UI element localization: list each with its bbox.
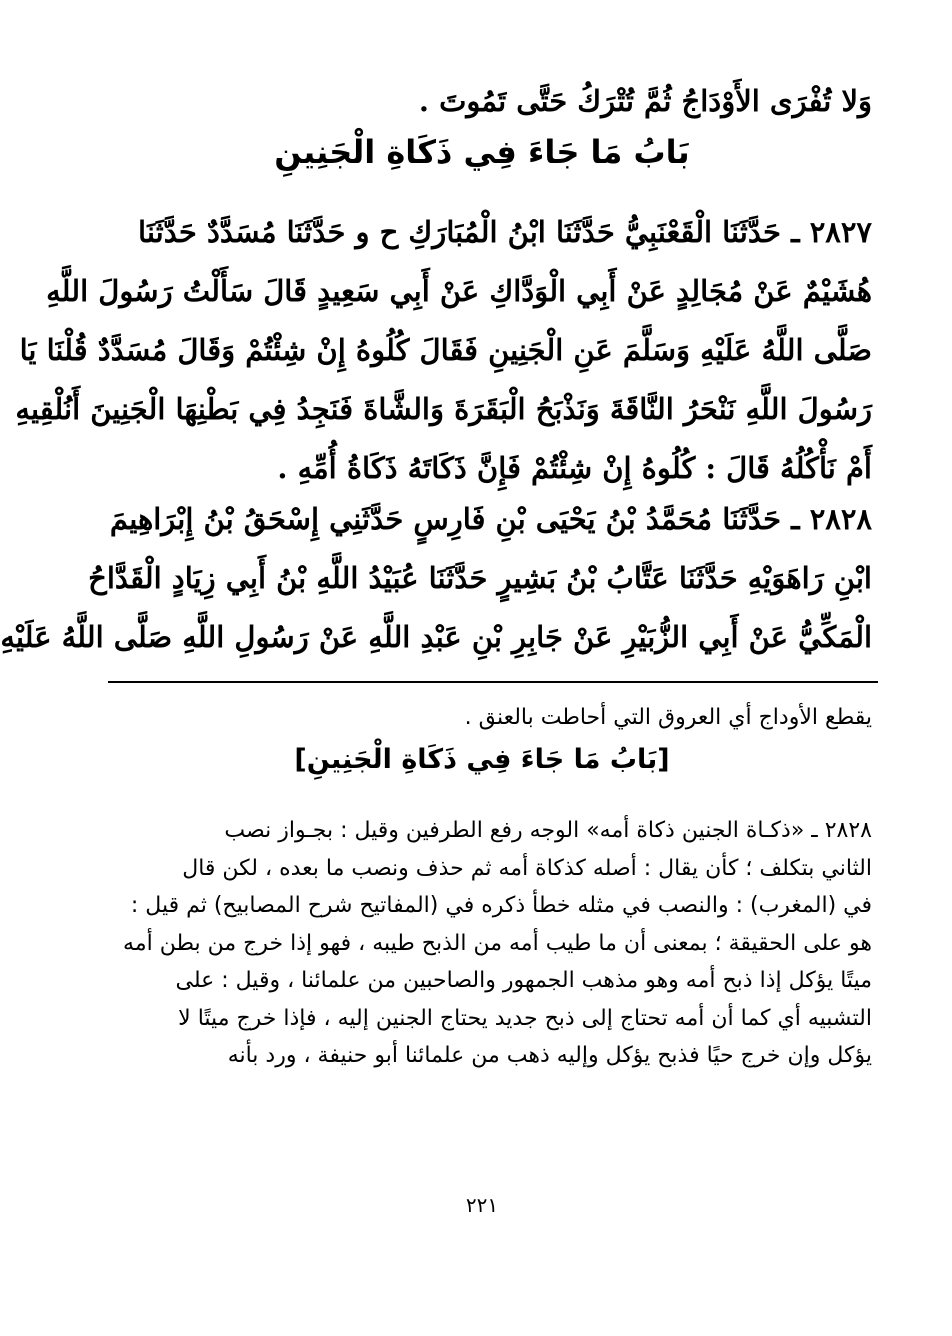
commentary-text — [92, 812, 872, 1075]
commentary-title: [بَابُ مَا جَاءَ فِي ذَكَاةِ الْجَنِينِ] — [294, 744, 670, 775]
commentary-line: في (المغرب) : والنصب في مثله خطأ ذكره في (المفاتيح شرح المصابيح) ثم قيل : — [130, 893, 872, 918]
hadith-line: أَمْ نَأْكُلُهُ قَالَ : كُلُوهُ إِنْ شِئْتُمْ فَإِنَّ ذَكَاتَهُ ذَكَاةُ أُمِّهِ . — [277, 451, 872, 485]
top-line: وَلا تُفْرَى الأَوْدَاجُ ثُمَّ تُتْرَكُ حَتَّى تَمُوتَ . — [418, 84, 872, 118]
footnote-divider — [108, 681, 878, 683]
chapter-title: بَابُ مَا جَاءَ فِي ذَكَاةِ الْجَنِينِ — [274, 133, 690, 171]
page-number: ٢٢١ — [465, 1193, 499, 1217]
commentary-line: هو على الحقيقة ؛ بمعنى أن ما طيب أمه من الذبح طيبه ، فهو إذا خرج من بطن أمه — [123, 930, 872, 956]
hadith-line: الْمَكِّيُّ عَنْ أَبِي الزُّبَيْرِ عَنْ جَابِرِ بْنِ عَبْدِ اللَّهِ عَنْ رَسُولِ اللَّهِ صَلَّى اللَّهُ عَلَيْهِ — [0, 620, 872, 654]
commentary-line: يؤكل وإن خرج حيًا فذبح يؤكل وإليه ذهب من علمائنا أبو حنيفة ، ورد بأنه — [227, 1043, 872, 1068]
hadith-line: هُشَيْمٌ عَنْ مُجَالِدٍ عَنْ أَبِي الْوَدَّاكِ عَنْ أَبِي سَعِيدٍ قَالَ سَأَلْتُ رَسُولَ اللَّهِ — [46, 274, 872, 308]
hadith-2827 — [15, 203, 872, 498]
footnote-line-block — [92, 699, 872, 737]
hadith-2828 — [0, 490, 872, 667]
commentary-line: الثاني بتكلف ؛ كأن يقال : أصله كذكاة أمه ثم حذف ونصب ما بعده ، لكن قال — [182, 855, 872, 881]
commentary-line: التشبيه أي كما أن أمه تحتاج إلى ذبح جديد يحتاج الجنين إليه ، فإذا خرج ميتًا لا — [178, 1005, 872, 1031]
top-text-line — [92, 72, 872, 131]
commentary-line: ٢٨٢٨ ـ «ذكـاة الجنين ذكاة أمه» الوجه رفع الطرفين وقيل : بجـواز نصب — [224, 818, 872, 843]
hadith-line: رَسُولَ اللَّهِ نَنْحَرُ النَّاقَةَ وَنَذْبَحُ الْبَقَرَةَ وَالشَّاةَ فَنَجِدُ فِي بَطْنِهَا الْجَنِينَ أَنُلْقِيهِ — [15, 392, 872, 426]
hadith-line: ٢٨٢٨ ـ حَدَّثَنَا مُحَمَّدُ بْنُ يَحْيَى بْنِ فَارِسٍ حَدَّثَنِي إِسْحَقُ بْنُ إِبْرَاهِيمَ — [109, 502, 872, 536]
hadith-line: صَلَّى اللَّهُ عَلَيْهِ وَسَلَّمَ عَنِ الْجَنِينِ فَقَالَ كُلُوهُ إِنْ شِئْتُمْ وَقَالَ مُسَدَّدٌ قُلْنَا يَا — [19, 333, 872, 367]
footnote-line: يقطع الأوداج أي العروق التي أحاطت بالعنق . — [464, 705, 872, 730]
commentary-line: ميتًا يؤكل إذا ذبح أمه وهو مذهب الجمهور والصاحبين من علمائنا ، وقيل : على — [175, 968, 872, 993]
hadith-line: ابْنِ رَاهَوَيْهِ حَدَّثَنَا عَتَّابُ بْنُ بَشِيرٍ حَدَّثَنَا عُبَيْدُ اللَّهِ بْنُ أَبِي زِيَادٍ الْقَدَّاحُ — [88, 561, 872, 595]
hadith-line: ٢٨٢٧ ـ حَدَّثَنَا الْقَعْنَبِيُّ حَدَّثَنَا ابْنُ الْمُبَارَكِ ح و حَدَّثَنَا مُسَدَّدٌ حَدَّثَنَا — [138, 215, 872, 249]
